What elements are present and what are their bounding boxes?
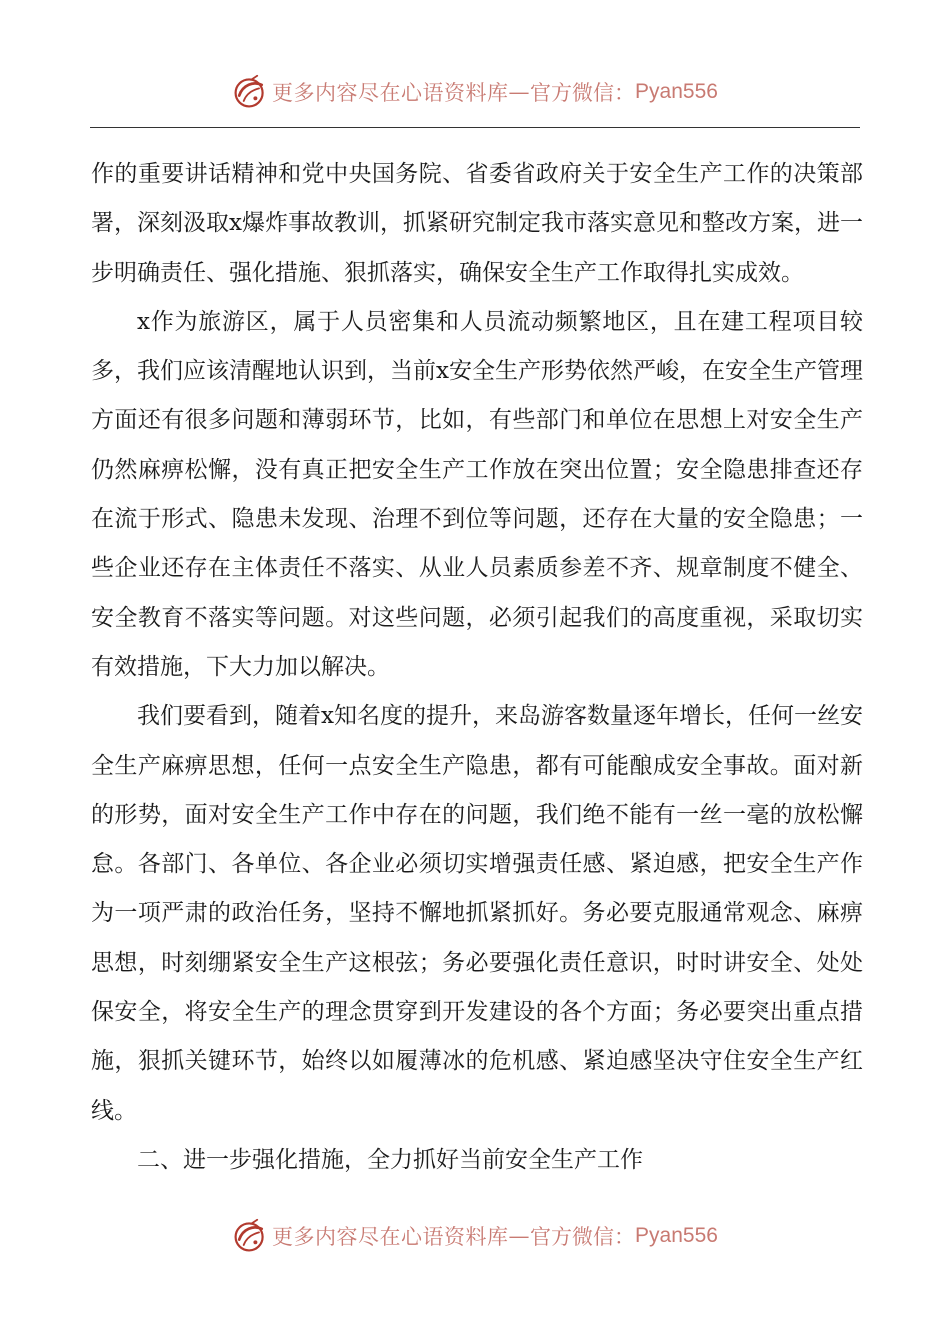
paragraph-3: 我们要看到，随着x知名度的提升，来岛游客数量逐年增长，任何一丝安全生产麻痹思想，任何一点安全生产隐患，都有可能酿成安全事故。面对新的形势，面对安全生产工作中存在的问题，我们绝不能有一丝一毫的放松懈怠。各部门、各单位、各企业必须切实增强责任感、紧迫感，把安全生产作为一项严肃的政治任务，坚持不懈地抓紧抓好。务必要克服通常观念、麻痹思想，时刻绷紧安全生产这根弦；务必要强化责任意识，时时讲安全、处处保安全，将安全生产的理念贯穿到开发建设的各个方面；务必要突出重点措施，狠抓关键环节，始终以如履薄冰的危机感、紧迫感坚决守住安全生产红线。 (91, 703, 863, 1124)
document-body (91, 150, 863, 1185)
header-banner (0, 72, 950, 112)
banner-wechat-label: 官方微信： (530, 81, 636, 105)
banner-brand-text: 更多内容尽在心语资料库 (272, 81, 509, 105)
brush-swirl-logo-icon (232, 1218, 268, 1254)
banner-separator: — (508, 80, 531, 104)
footer-separator: — (508, 1224, 531, 1248)
section-heading: 二、进一步强化措施，全力抓好当前安全生产工作 (137, 1146, 643, 1173)
paragraph-1: 作的重要讲话精神和党中央国务院、省委省政府关于安全生产工作的决策部署，深刻汲取x爆炸事故教训，抓紧研究制定我市落实意见和整改方案，进一步明确责任、强化措施、狠抓落实，确保安全生产工作取得扎实成效。 (91, 161, 863, 286)
header-divider (90, 127, 860, 128)
brush-swirl-logo-icon (232, 74, 268, 110)
footer-wechat-id: Pyan556 (635, 1224, 718, 1247)
footer-banner (0, 1216, 950, 1256)
footer-brand-text: 更多内容尽在心语资料库 (272, 1225, 509, 1249)
paragraph-2: x作为旅游区，属于人员密集和人员流动频繁地区，且在建工程项目较多，我们应该清醒地认识到，当前x安全生产形势依然严峻，在安全生产管理方面还有很多问题和薄弱环节，比如，有些部门和单位在思想上对安全生产仍然麻痹松懈，没有真正把安全生产工作放在突出位置；安全隐患排查还存在流于形式、隐患未发现、治理不到位等问题，还存在大量的安全隐患；一些企业还存在主体责任不落实、从业人员素质参差不齐、规章制度不健全、安全教育不落实等问题。对这些问题，必须引起我们的高度重视，采取切实有效措施，下大力加以解决。 (91, 308, 863, 680)
banner-wechat-id: Pyan556 (635, 80, 718, 103)
footer-wechat-label: 官方微信： (530, 1225, 636, 1249)
